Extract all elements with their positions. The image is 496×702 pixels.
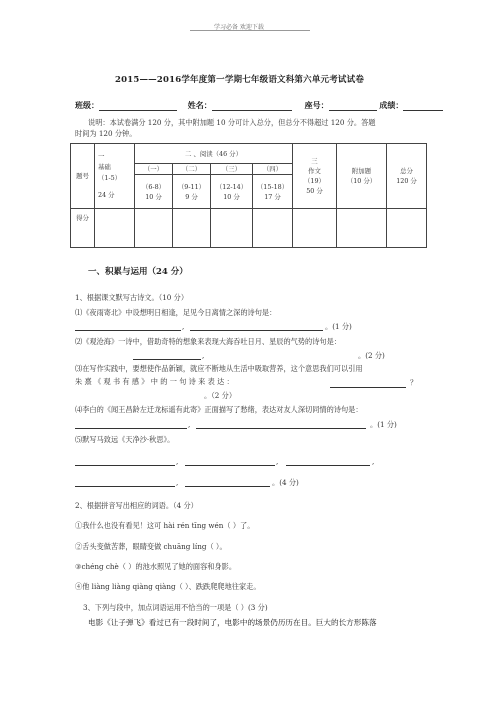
q2-item-1: ①我什么也没有看见！这可 hài rén tīng wén（ ）了。 bbox=[75, 521, 255, 530]
q1-part5-blank-e[interactable] bbox=[185, 486, 270, 487]
reading-sub-1-num: （一） bbox=[135, 164, 173, 175]
instructions-line-2: 时间为 120 分钟。 bbox=[75, 129, 137, 138]
q1-part2-end: 。(2 分) bbox=[358, 351, 385, 360]
reading-sub-1: （6-8） 10 分 bbox=[135, 175, 173, 209]
reading-sub-2: （9-11） 9 分 bbox=[173, 175, 211, 209]
q1-part4-end: 。(1 分) bbox=[370, 420, 397, 429]
score-table bbox=[70, 143, 427, 248]
q1-part1-end: 。(1 分) bbox=[325, 322, 352, 331]
score-cell-reading-4[interactable] bbox=[253, 209, 293, 248]
score-cell-basic[interactable] bbox=[95, 209, 135, 248]
col-bonus: 附加题 （10 分） bbox=[337, 144, 387, 209]
col-reading-header: 二 、阅读（46 分） bbox=[135, 144, 293, 164]
q1-part4-blank-b[interactable] bbox=[196, 428, 366, 429]
instructions-line-1: 说明：本试卷满分 120 分，其中附加题 10 分可计入总分，但总分不得超过 120 分。答题 bbox=[88, 118, 376, 127]
reading-sub-2-num: （二） bbox=[173, 164, 211, 175]
col-total: 总分 120 分 bbox=[387, 144, 427, 209]
q1-part5-blank-b[interactable] bbox=[185, 465, 275, 466]
q2-item-2: ②舌头变做苦葬，眼睛变做 chuāng líng（ ）。 bbox=[75, 542, 227, 551]
reading-sub-3-num: （三） bbox=[211, 164, 253, 175]
q1-part3-line1: ⑶在写作实践中，要想使作品新颖，就应不断地从生活中吸取营养，这个意思我们可以引用 bbox=[75, 364, 363, 373]
score-cell-bonus[interactable] bbox=[337, 209, 387, 248]
q1-stem: 1、根据课文默写古诗文。（10 分） bbox=[75, 293, 189, 302]
score-cell-total[interactable] bbox=[387, 209, 427, 248]
score-cell-reading-1[interactable] bbox=[135, 209, 173, 248]
q1-part3-line2: 朱 熹 《 观 书 有 感 》 中 的 一 句 诗 来 表 达 ： bbox=[75, 377, 234, 386]
q1-part2: ⑵《观沧海》一诗中，借助奇特的想象来表现大海吞吐日月、星辰的气势的诗句是： bbox=[75, 337, 341, 346]
class-field[interactable] bbox=[99, 101, 177, 111]
class-label: 班级： bbox=[75, 100, 99, 110]
exam-title: 2015——2016学年度第一学期七年级语文科第六单元考试试卷 bbox=[115, 75, 365, 85]
row-defen: 得分 bbox=[71, 209, 95, 248]
q1-part5-blank-a[interactable] bbox=[75, 465, 175, 466]
score-cell-reading-3[interactable] bbox=[211, 209, 253, 248]
name-field[interactable] bbox=[212, 101, 292, 111]
student-info-row bbox=[75, 100, 443, 111]
score-cell-reading-2[interactable] bbox=[173, 209, 211, 248]
reading-sub-4-num: （四） bbox=[253, 164, 293, 175]
seat-label: 座号： bbox=[304, 100, 329, 110]
section-1-title: 一、积累与运用（24 分） bbox=[88, 267, 188, 277]
col-basic: 一 基础 （1-5） 24 分 bbox=[95, 144, 135, 209]
q1-part4-blank-a[interactable] bbox=[75, 428, 187, 429]
reading-sub-3: （12-14） 10 分 bbox=[211, 175, 253, 209]
reading-sub-4: （15-18） 17 分 bbox=[253, 175, 293, 209]
q3-passage-line: 电影《让子弹飞》看过已有一段时间了，电影中的场景仍历历在目。巨大的长方形陈落 bbox=[88, 618, 377, 627]
q1-part1-blank-a[interactable] bbox=[75, 330, 181, 331]
q2-stem: 2、根据拼音写出相应的词语。（4 分） bbox=[75, 501, 198, 510]
score-field[interactable] bbox=[403, 101, 443, 111]
q1-part1-blank-b[interactable] bbox=[190, 330, 323, 331]
header-divider bbox=[190, 30, 310, 31]
q1-part5-blank-c[interactable] bbox=[286, 465, 370, 466]
col-tihao: 题号 bbox=[71, 144, 95, 209]
q1-part3-end: 。（2 分） bbox=[204, 391, 237, 400]
q1-part5-end: 。(4 分) bbox=[272, 478, 299, 487]
q1-part3-blank-a[interactable] bbox=[330, 387, 406, 388]
seat-field[interactable] bbox=[329, 101, 377, 111]
score-cell-composition[interactable] bbox=[293, 209, 337, 248]
name-label: 姓名： bbox=[187, 100, 212, 110]
q3-stem: 3、下列与段中，加点词语运用不恰当的一项是（ ）(3 分) bbox=[83, 603, 268, 612]
q2-item-4: ④他 liàng liàng qiàng qiàng（ ）、跌跌爬爬地往家走。 bbox=[75, 582, 261, 591]
header-watermark: 学习必备 欢迎下载 bbox=[214, 24, 264, 31]
q1-part5: ⑸默写马致远《天净沙·秋思》。 bbox=[75, 435, 175, 444]
col-composition: 三 作文 （19） 50 分 bbox=[293, 144, 337, 209]
q1-part4: ⑷李白的《闻王昌龄左迁龙标遥有此寄》正面描写了愁绪，表达对友人深切同情的诗句是： bbox=[75, 405, 363, 414]
q1-part1: ⑴《夜雨寄北》中设想明日相逢，足见今日离情之深的诗句是： bbox=[75, 308, 277, 317]
q1-part2-blank-a[interactable] bbox=[133, 359, 201, 360]
q1-part5-blank-d[interactable] bbox=[75, 486, 175, 487]
score-label: 成绩： bbox=[379, 100, 404, 110]
q2-item-3: ③chéng chè（ ）的池水照见了她的面容和身影。 bbox=[75, 562, 237, 571]
